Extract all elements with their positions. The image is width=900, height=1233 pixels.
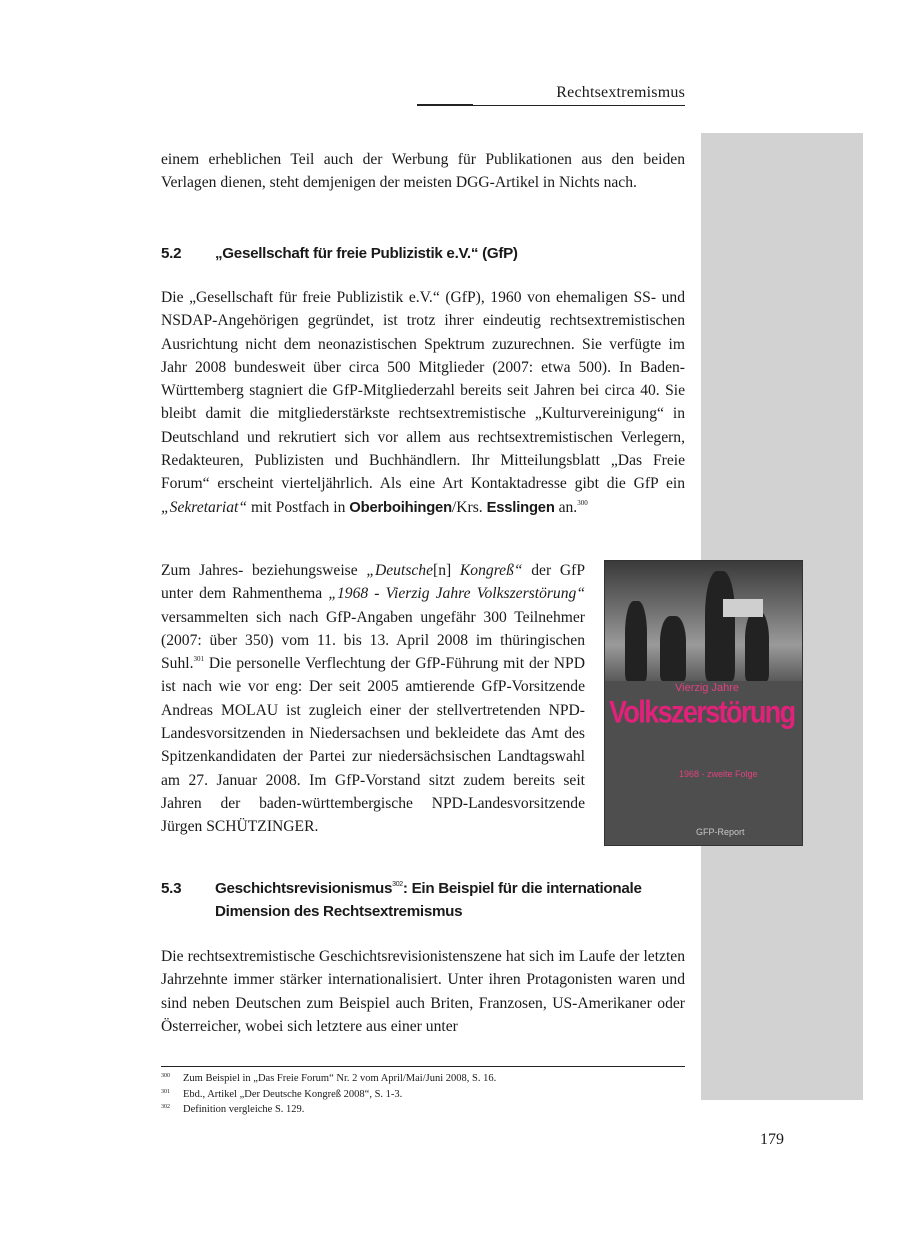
text-fragment: [n] — [433, 562, 460, 579]
text-fragment: mit Postfach in — [247, 498, 350, 516]
footnote-ref-302: 302 — [392, 881, 403, 888]
section-number: 5.2 — [161, 245, 182, 262]
section-number: 5.3 — [161, 880, 182, 897]
cover-figure — [745, 611, 769, 681]
place-oberboihingen: Oberboihingen — [349, 499, 452, 516]
book-cover-image — [604, 560, 803, 846]
paragraph-intro — [161, 148, 685, 195]
cover-main-title: Volkszerstörung — [609, 695, 795, 730]
text-fragment: an. — [554, 498, 578, 516]
footnote-text: Definition vergleiche S. 129. — [183, 1104, 305, 1115]
section-title: „Gesellschaft für freie Publizistik e.V.“ (GfP) — [215, 245, 518, 262]
footnote — [161, 1087, 685, 1103]
cover-figure — [625, 601, 647, 681]
text-fragment: /Krs. — [451, 498, 487, 516]
section-title-part: Geschichtsrevisionismus — [215, 880, 393, 897]
place-esslingen: Esslingen — [486, 499, 555, 516]
paragraph-gfp-text: Die „Gesellschaft für freie Publizistik e.V.“ (GfP), 1960 von ehemaligen SS- und NSDAP-Angehörigen gegründet, ist trotz ihrer eindeutig rechtsextremistischen Ausrichtung nicht dem neonazistischen Spektrum zuzurechnen. Sie verfügte im Jahr 2008 bundesweit über circa 500 Mitglieder (2007: etwa 500). In Baden-Württemberg stagniert die GfP-Mitgliederzahl bereits seit Jahren bei circa 40. Sie bleibt damit die mitgliederstärkste rechtsextremistische „Kulturvereinigung“ in Deutschland und rekrutiert sich vor allem aus rechtsextremistischen Verlegern, Redakteuren, Publizisten und Buchhändlern. Ihr Mitteilungsblatt „Das Freie Forum“ erscheint vierteljährlich. Als eine Art Kontaktadresse gibt die GfP ein — [161, 289, 685, 493]
running-header: Rechtsextremismus — [556, 84, 685, 101]
cover-sign — [723, 599, 763, 617]
footnote — [161, 1071, 685, 1087]
footnote-text: Ebd., Artikel „Der Deutsche Kongreß 2008“, S. 1-3. — [183, 1088, 403, 1100]
paragraph-intro-text: einem erheblichen Teil auch der Werbung für Publikationen aus den beiden Verlagen dienen, steht demjenigen der meisten DGG-Artikel in Nichts nach. — [161, 151, 685, 192]
paragraph-kongress — [161, 559, 585, 839]
footnote-number: 302 — [161, 1104, 170, 1110]
footnotes — [161, 1071, 685, 1118]
section-title-part: : Ein Beispiel für die internationale Dimension des Rechtsextremismus — [215, 880, 642, 920]
cover-kicker: Vierzig Jahre — [675, 682, 739, 694]
paragraph-revisionism-text: Die rechtsextremistische Geschichtsrevisionistenszene hat sich im Laufe der letzten Jahrzehnte immer stärker internationalisiert. Unter ihren Protagonisten waren und sind neben Deutschen zum Beispiel auch Briten, Franzosen, US-Amerikaner oder Österreicher, wobei sich letztere aus einer unter — [161, 948, 685, 1035]
text-fragment: Zum Jahres- beziehungsweise — [161, 562, 367, 579]
text-fragment: Die personelle Verflechtung der GfP-Führung mit der NPD ist nach wie vor eng: Der seit 2005 amtierende GfP-Vorsitzende Andreas MOLAU ist zugleich einer der stellvertretenden NPD-Landesvorsitzenden in Niedersachsen und bekleidete das Amt des Spitzenkandidaten der Partei zur niedersächsischen Landtagswahl am 27. Januar 2008. Im GfP-Vorstand sitzt zudem bereits seit Jahren der baden-württembergische NPD-Landesvorsitzende Jürgen SCHÜTZINGER. — [161, 655, 585, 836]
header-rule-accent — [417, 104, 473, 106]
text-fragment: der GfP unter dem Rahmenthema — [161, 562, 585, 603]
footnote-text: Zum Beispiel in „Das Freie Forum“ Nr. 2 vom April/Mai/Juni 2008, S. 16. — [183, 1073, 497, 1084]
italic-term: Kongreß“ — [459, 562, 523, 579]
cover-figure — [705, 571, 735, 681]
sekretariat-term: „Sekretariat“ — [161, 498, 248, 516]
footnote-number: 301 — [161, 1088, 170, 1095]
paragraph-revisionism — [161, 945, 685, 1038]
footnote — [161, 1102, 685, 1118]
footnote-number: 300 — [161, 1073, 170, 1079]
congress-theme: „1968 - Vierzig Jahre Volkszerstörung“ — [328, 585, 585, 603]
footnote-ref-301: 301 — [193, 655, 204, 664]
footnote-rule — [161, 1066, 685, 1067]
page-number: 179 — [760, 1131, 784, 1148]
cover-photo — [605, 561, 802, 681]
cover-series: GFP-Report — [696, 827, 745, 837]
cover-edition: 1968 - zweite Folge — [679, 769, 758, 779]
footnote-ref-300: 300 — [577, 498, 588, 507]
paragraph-gfp — [161, 286, 685, 520]
section-title — [215, 877, 685, 923]
cover-figure — [660, 616, 686, 681]
text-fragment: versammelten sich nach GfP-Angaben ungefähr 300 Teilnehmer (2007: über 350) vom 11. bis 13. April 2008 im thüringischen Suhl. — [161, 608, 585, 673]
italic-term: „Deutsche — [366, 562, 434, 579]
